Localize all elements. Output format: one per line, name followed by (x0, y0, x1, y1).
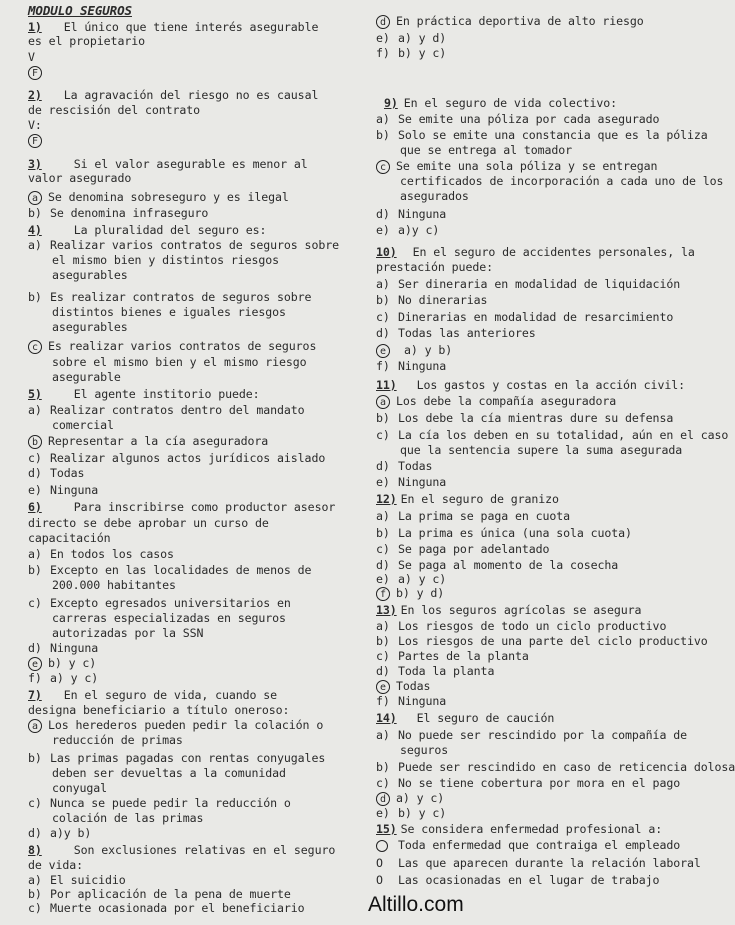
question-12: 12) En el seguro de granizo (376, 492, 559, 506)
option-e: e a) y b) (376, 343, 694, 358)
option-d: d a) y c) (376, 791, 694, 806)
option-b: b) Se denomina infraseguro (28, 206, 209, 220)
question-3: 3) Si el valor asegurable es menor al (28, 157, 308, 171)
option-b: b Representar a la cía aseguradora (28, 434, 338, 449)
question-15: 15) Se considera enfermedad profesional a: (376, 822, 663, 836)
answer-circle: F (28, 133, 338, 148)
option-e: e Todas (376, 679, 694, 694)
watermark: Altillo.com (368, 893, 464, 916)
question-5: 5) El agente institorio puede: (28, 387, 260, 401)
option-a: a Se denomina sobreseguro y es ilegal (28, 190, 338, 205)
question-10: 10) En el seguro de accidentes personales, la (376, 245, 695, 259)
option-e: e b) y c) (28, 656, 338, 671)
question-4: 4) La pluralidad del seguro es: (28, 223, 267, 237)
option-d: d En práctica deportiva de alto riesgo (376, 14, 694, 29)
option-a: a Los herederos pueden pedir la colación o (28, 718, 338, 733)
option-f: f b) y d) (376, 586, 694, 601)
option-a: a Los debe la compañía aseguradora (376, 394, 694, 409)
question-1: 1) El único que tiene interés asegurable (28, 20, 319, 34)
option-c: c Es realizar varios contratos de seguros (28, 339, 338, 354)
option-c: c Se emite una sola póliza y se entregan (376, 159, 694, 174)
question-6: 6) Para inscribirse como productor asesor (28, 500, 336, 514)
answer-mark-icon (376, 840, 388, 852)
question-2: 2) La agravación del riesgo no es causal (28, 88, 319, 102)
answer-circle: F (28, 65, 338, 80)
question-11: 11) Los gastos y costas en la acción civil: (376, 378, 685, 392)
option-a: Toda enfermedad que contraiga el empleado (376, 838, 694, 852)
question-13: 13) En los seguros agrícolas se asegura (376, 603, 642, 617)
question-9: 9) En el seguro de vida colectivo: (384, 96, 618, 110)
question-14: 14) El seguro de caución (376, 711, 555, 725)
question-7: 7) En el seguro de vida, cuando se (28, 688, 278, 702)
document-title: MODULO SEGUROS (28, 3, 132, 18)
question-8: 8) Son exclusiones relativas en el seguro (28, 843, 336, 857)
